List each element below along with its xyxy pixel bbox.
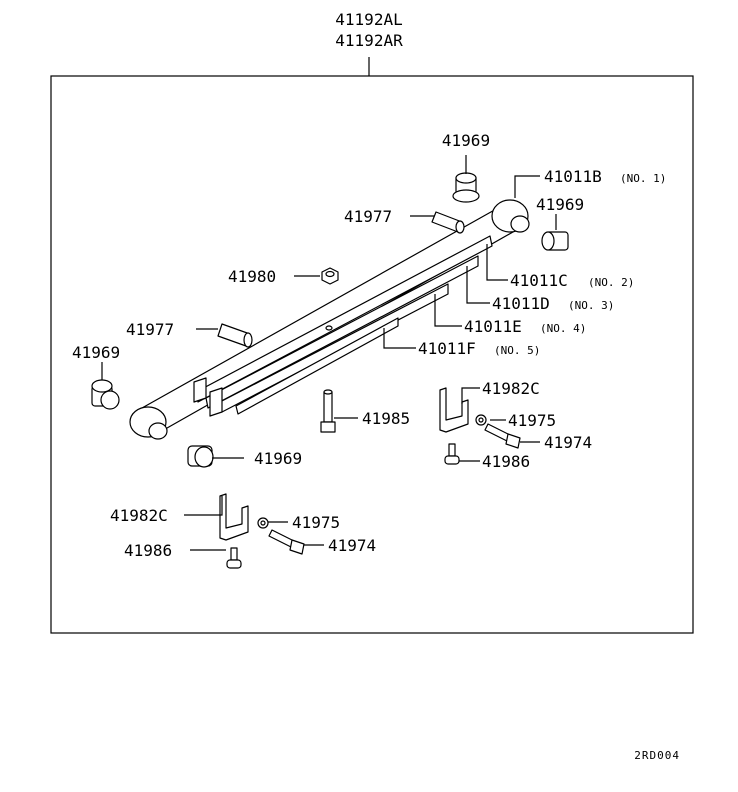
label-nut: 41980 bbox=[228, 267, 277, 286]
screw-right bbox=[445, 444, 459, 464]
label-bracket-right: 41982C bbox=[482, 379, 540, 398]
label-bolt-right: 41974 bbox=[544, 433, 593, 452]
pin-top bbox=[432, 212, 464, 233]
nut bbox=[322, 268, 338, 284]
label-leaf5-note: (NO. 5) bbox=[494, 344, 541, 357]
bracket-right bbox=[440, 388, 468, 432]
label-leaf5: 41011F bbox=[418, 339, 476, 358]
label-leaf4: 41011E bbox=[464, 317, 522, 336]
bushing-left bbox=[92, 380, 119, 409]
label-bushing-bottom: 41969 bbox=[254, 449, 303, 468]
label-center-bolt: 41985 bbox=[362, 409, 411, 428]
label-leaf1-note: (NO. 1) bbox=[620, 172, 667, 185]
bushing-top bbox=[453, 173, 479, 202]
label-screw-left: 41986 bbox=[124, 541, 173, 560]
label-pin-left: 41977 bbox=[126, 320, 175, 339]
label-leaf1: 41011B bbox=[544, 167, 602, 186]
bushing-right bbox=[542, 232, 568, 250]
label-bolt-left: 41974 bbox=[328, 536, 377, 555]
label-washer-left: 41975 bbox=[292, 513, 341, 532]
washer-right-hole bbox=[479, 418, 483, 422]
bolt-left bbox=[269, 530, 304, 554]
label-leaf2: 41011C bbox=[510, 271, 568, 290]
leaf-2 bbox=[196, 236, 492, 402]
bracket-left bbox=[220, 494, 248, 540]
assembly-part-left: 41192AL bbox=[335, 10, 403, 29]
screw-left bbox=[227, 548, 241, 568]
assembly-part-right: 41192AR bbox=[335, 31, 403, 50]
label-leaf3: 41011D bbox=[492, 294, 550, 313]
spring-eye-front-bore bbox=[149, 423, 167, 439]
center-hole bbox=[326, 326, 332, 330]
label-screw-right: 41986 bbox=[482, 452, 531, 471]
label-washer-right: 41975 bbox=[508, 411, 557, 430]
washer-left-hole bbox=[261, 521, 265, 525]
label-bracket-left: 41982C bbox=[110, 506, 168, 525]
label-bushing-left: 41969 bbox=[72, 343, 121, 362]
pin-left bbox=[218, 324, 252, 347]
leaf-clip-left bbox=[194, 378, 206, 402]
figure-code: 2RD004 bbox=[634, 749, 680, 762]
center-bolt bbox=[321, 390, 335, 432]
label-leaf3-note: (NO. 3) bbox=[568, 299, 615, 312]
label-bushing-top: 41969 bbox=[441, 131, 491, 150]
label-bushing-right: 41969 bbox=[536, 195, 585, 214]
label-leaf4-note: (NO. 4) bbox=[540, 322, 587, 335]
leaf-clip-left-band bbox=[210, 388, 222, 416]
label-pin-top: 41977 bbox=[344, 207, 393, 226]
label-leaf2-note: (NO. 2) bbox=[588, 276, 635, 289]
spring-eye-rear-bore bbox=[511, 216, 529, 232]
bushing-bottom bbox=[188, 446, 213, 467]
